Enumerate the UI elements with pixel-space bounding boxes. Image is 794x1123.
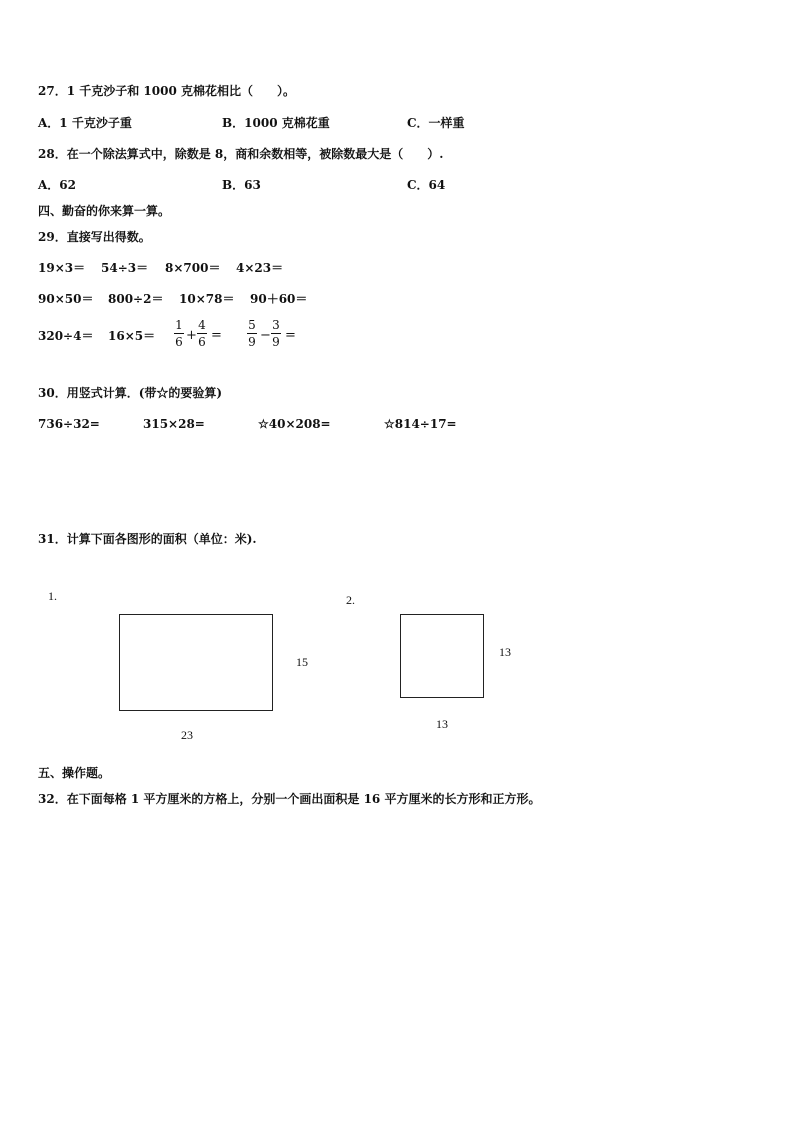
q29-expr: 4×23＝ bbox=[236, 261, 284, 275]
rectangle-height-label: 15 bbox=[296, 655, 308, 669]
q28-stem: 28．在一个除法算式中，除数是 8，商和余数相等，被除数最大是（ ）. bbox=[38, 147, 444, 161]
q29-expr: 10×78＝ bbox=[179, 292, 235, 306]
q30-item: ☆40×208= bbox=[258, 417, 331, 431]
q28-option-a: A．62 bbox=[38, 178, 77, 192]
numerator: 5 bbox=[248, 318, 256, 332]
fraction-3-9 bbox=[271, 318, 281, 349]
minus-sign: − bbox=[260, 328, 271, 343]
q29-expr: 800÷2＝ bbox=[108, 292, 164, 306]
q29-expr: 90×50＝ bbox=[38, 292, 94, 306]
section-heading-4: 四、勤奋的你来算一算。 bbox=[38, 204, 171, 218]
figure-1-number: 1. bbox=[48, 589, 57, 603]
q29-expr: 320÷4＝ bbox=[38, 329, 94, 343]
q27-stem: 27．1 千克沙子和 1000 克棉花相比（ ）。 bbox=[38, 84, 295, 98]
q31-stem: 31．计算下面各图形的面积（单位：米). bbox=[38, 532, 257, 546]
plus-sign: + bbox=[186, 328, 197, 343]
denominator: 9 bbox=[272, 335, 280, 349]
rectangle-width-label: 23 bbox=[181, 728, 193, 742]
rectangle-figure bbox=[119, 614, 273, 711]
q30-item: 315×28= bbox=[143, 417, 205, 431]
fraction-5-9 bbox=[247, 318, 257, 349]
section-heading-5: 五、操作题。 bbox=[38, 766, 111, 780]
denominator: 6 bbox=[198, 335, 206, 349]
q30-stem: 30．用竖式计算．(带☆的要验算) bbox=[38, 386, 223, 400]
q28-option-c: C．64 bbox=[407, 178, 446, 192]
numerator: 3 bbox=[272, 318, 280, 332]
equals-sign: = bbox=[211, 328, 222, 343]
q29-expr: 90＋60＝ bbox=[250, 292, 308, 306]
q27-option-b: B．1000 克棉花重 bbox=[222, 116, 330, 130]
q29-stem: 29．直接写出得数。 bbox=[38, 230, 151, 244]
q30-item: ☆814÷17= bbox=[384, 417, 457, 431]
numerator: 1 bbox=[175, 318, 183, 332]
q28-option-b: B．63 bbox=[222, 178, 261, 192]
denominator: 9 bbox=[248, 335, 256, 349]
square-side-label-right: 13 bbox=[499, 645, 511, 659]
q29-expr: 19×3＝ bbox=[38, 261, 86, 275]
q29-expr: 8×700＝ bbox=[165, 261, 221, 275]
numerator: 4 bbox=[198, 318, 206, 332]
fraction-1-6 bbox=[174, 318, 184, 349]
equals-sign: = bbox=[285, 328, 296, 343]
q29-expr: 16×5＝ bbox=[108, 329, 156, 343]
square-side-label-bottom: 13 bbox=[436, 717, 448, 731]
q27-option-c: C．一样重 bbox=[407, 116, 465, 130]
q30-item: 736÷32= bbox=[38, 417, 100, 431]
q29-expr: 54÷3＝ bbox=[101, 261, 149, 275]
figure-2-number: 2. bbox=[346, 593, 355, 607]
q32-stem: 32．在下面每格 1 平方厘米的方格上，分别一个画出面积是 16 平方厘米的长方形和正方形。 bbox=[38, 792, 541, 806]
square-figure bbox=[400, 614, 484, 698]
q27-option-a: A．1 千克沙子重 bbox=[38, 116, 132, 130]
fraction-4-6 bbox=[197, 318, 207, 349]
denominator: 6 bbox=[175, 335, 183, 349]
